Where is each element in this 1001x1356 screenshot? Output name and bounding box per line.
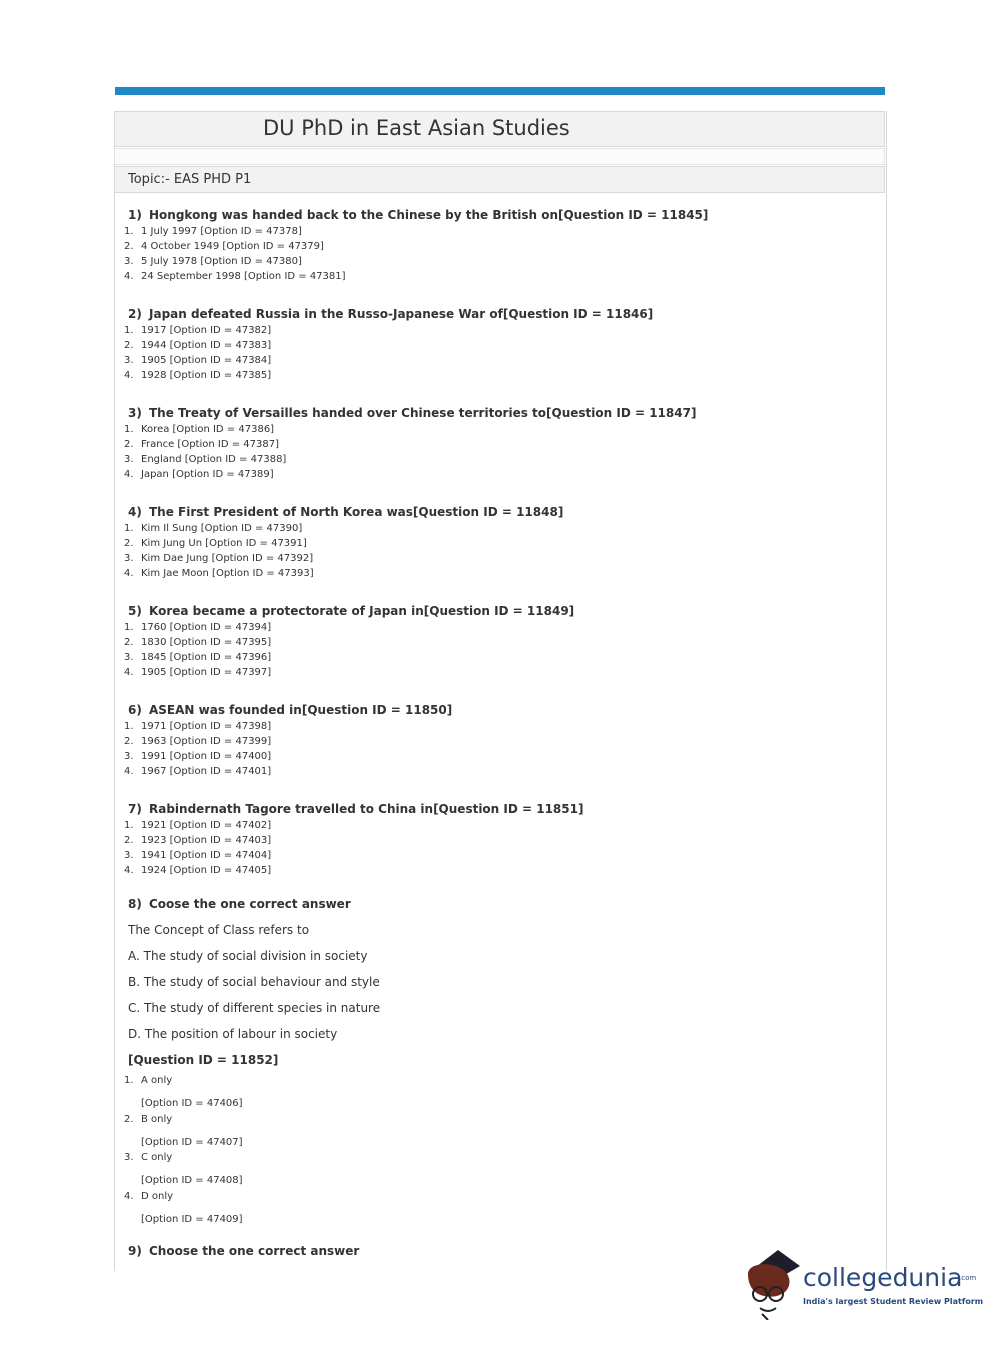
option-item: [124, 635, 864, 650]
option-item: [124, 452, 864, 467]
option-item: [124, 536, 864, 551]
question-heading: [124, 800, 864, 818]
option-number: 2.: [124, 835, 134, 846]
option-item: [124, 1112, 864, 1151]
question-body-line: D. The position of labour in society: [128, 1027, 338, 1041]
option-item: [124, 863, 864, 878]
option-text: 1845 [Option ID = 47396]: [141, 652, 272, 663]
option-number: 3.: [124, 751, 134, 762]
question-number: 7): [128, 802, 142, 816]
option-number: 1.: [124, 721, 134, 732]
option-item: [124, 665, 864, 680]
option-text: Kim Jung Un [Option ID = 47391]: [141, 538, 307, 549]
option-number: 4.: [124, 865, 134, 876]
question-1: [124, 206, 864, 284]
option-text: A only: [141, 1075, 173, 1086]
option-number: 2.: [124, 241, 134, 252]
option-text: 5 July 1978 [Option ID = 47380]: [141, 256, 302, 267]
option-number: 1.: [124, 622, 134, 633]
option-item: [124, 1189, 864, 1228]
question-body-line: [Question ID = 11852]: [128, 1053, 279, 1067]
brand-tagline: India's largest Student Review Platform: [803, 1297, 984, 1306]
question-9: [128, 1244, 359, 1258]
option-text: 1905 [Option ID = 47384]: [141, 355, 272, 366]
option-number: 2.: [124, 538, 134, 549]
question-heading: [124, 503, 864, 521]
option-number: 4.: [124, 568, 134, 579]
option-number: 4.: [124, 766, 134, 777]
option-item: [124, 224, 864, 239]
option-text: Korea [Option ID = 47386]: [141, 424, 275, 435]
option-number: 1.: [124, 226, 134, 237]
option-id: [Option ID = 47407]: [141, 1136, 243, 1148]
question-3: [124, 404, 864, 482]
option-id: [Option ID = 47409]: [141, 1213, 243, 1225]
option-item: [124, 620, 864, 635]
option-text: Kim Il Sung [Option ID = 47390]: [141, 523, 303, 534]
option-item: [124, 848, 864, 863]
question-heading: [124, 305, 864, 323]
question-text: Coose the one correct answer: [149, 897, 351, 911]
option-text: 1917 [Option ID = 47382]: [141, 325, 272, 336]
option-number: 3.: [124, 454, 134, 465]
question-5: [124, 602, 864, 680]
option-item: [124, 269, 864, 284]
option-text: 1923 [Option ID = 47403]: [141, 835, 272, 846]
question-heading: [124, 404, 864, 422]
question-heading: [124, 891, 864, 917]
question-text: Korea became a protectorate of Japan in[Question ID = 11849]: [149, 604, 575, 618]
option-item: [124, 254, 864, 269]
question-number: 3): [128, 406, 142, 420]
option-number: 3.: [124, 1152, 134, 1163]
option-number: 1.: [124, 1075, 134, 1086]
option-item: [124, 239, 864, 254]
top-accent-bar: [115, 87, 885, 95]
option-text: Kim Dae Jung [Option ID = 47392]: [141, 553, 314, 564]
option-number: 3.: [124, 850, 134, 861]
option-item: [124, 764, 864, 779]
option-text: 1924 [Option ID = 47405]: [141, 865, 272, 876]
option-item: [124, 749, 864, 764]
question-body-line: C. The study of different species in nature: [128, 1001, 381, 1015]
option-item: [124, 1073, 864, 1112]
question-4: [124, 503, 864, 581]
option-id: [Option ID = 47406]: [141, 1098, 243, 1109]
title-panel: [114, 111, 885, 147]
question-number: 1): [128, 208, 142, 222]
option-item: [124, 422, 864, 437]
question-heading: [124, 701, 864, 719]
option-number: 3.: [124, 355, 134, 366]
question-text: ASEAN was founded in[Question ID = 11850]: [149, 703, 453, 717]
option-text: 24 September 1998 [Option ID = 47381]: [141, 271, 346, 282]
option-text: 1760 [Option ID = 47394]: [141, 622, 272, 633]
option-number: 3.: [124, 256, 134, 267]
question-number: 5): [128, 604, 142, 618]
question-body-line: The Concept of Class refers to: [128, 923, 310, 937]
option-item: [124, 551, 864, 566]
option-text: 1 July 1997 [Option ID = 47378]: [141, 226, 302, 237]
brand-name: collegedunia: [803, 1263, 963, 1292]
option-item: [124, 353, 864, 368]
question-body-line: B. The study of social behaviour and style: [128, 975, 380, 989]
option-text: 4 October 1949 [Option ID = 47379]: [141, 241, 324, 252]
question-list: [124, 206, 864, 1227]
mascot-icon: [748, 1250, 800, 1320]
option-text: 1921 [Option ID = 47402]: [141, 820, 272, 831]
topic-label: Topic:- EAS PHD P1: [128, 172, 252, 187]
option-number: 4.: [124, 271, 134, 282]
option-text: 1971 [Option ID = 47398]: [141, 721, 272, 732]
option-number: 1.: [124, 820, 134, 831]
option-number: 2.: [124, 439, 134, 450]
question-text: Rabindernath Tagore travelled to China in[Question ID = 11851]: [149, 802, 584, 816]
option-item: [124, 1150, 864, 1189]
question-number: 9): [128, 1244, 142, 1258]
option-text: Kim Jae Moon [Option ID = 47393]: [141, 568, 314, 579]
option-item: [124, 818, 864, 833]
option-text: B only: [141, 1113, 173, 1125]
option-text: C only: [141, 1152, 173, 1163]
question-text: The First President of North Korea was[Question ID = 11848]: [149, 505, 564, 519]
question-heading: [124, 602, 864, 620]
question-body-line: A. The study of social division in society: [128, 949, 368, 963]
option-item: [124, 719, 864, 734]
question-2: [124, 305, 864, 383]
page-title: DU PhD in East Asian Studies: [263, 116, 570, 140]
option-text: 1967 [Option ID = 47401]: [141, 766, 272, 777]
question-number: 6): [128, 703, 142, 717]
option-number: 4.: [124, 469, 134, 480]
option-text: 1905 [Option ID = 47397]: [141, 667, 272, 678]
question-number: 4): [128, 505, 142, 519]
question-text: The Treaty of Versailles handed over Chinese territories to[Question ID = 11847]: [149, 406, 697, 420]
option-number: 2.: [124, 1113, 134, 1125]
question-text: Hongkong was handed back to the Chinese by the British on[Question ID = 11845]: [149, 208, 709, 222]
option-text: 1830 [Option ID = 47395]: [141, 637, 272, 648]
option-item: [124, 437, 864, 452]
option-text: 1941 [Option ID = 47404]: [141, 850, 272, 861]
option-number: 2.: [124, 340, 134, 351]
question-6: [124, 701, 864, 779]
option-text: 1991 [Option ID = 47400]: [141, 751, 272, 762]
option-text: Japan [Option ID = 47389]: [141, 469, 274, 480]
option-item: [124, 323, 864, 338]
option-number: 3.: [124, 553, 134, 564]
option-number: 1.: [124, 523, 134, 534]
brand-suffix: .com: [959, 1274, 977, 1282]
option-number: 1.: [124, 325, 134, 336]
question-text: Japan defeated Russia in the Russo-Japanese War of[Question ID = 11846]: [149, 307, 654, 321]
option-number: 1.: [124, 424, 134, 435]
option-number: 4.: [124, 1190, 134, 1202]
option-item: [124, 467, 864, 482]
topic-panel: [114, 166, 885, 193]
option-number: 2.: [124, 637, 134, 648]
spacer-panel: [114, 148, 885, 165]
option-item: [124, 338, 864, 353]
option-text: 1928 [Option ID = 47385]: [141, 370, 272, 381]
option-text: 1944 [Option ID = 47383]: [141, 340, 272, 351]
option-text: England [Option ID = 47388]: [141, 454, 287, 465]
option-number: 4.: [124, 370, 134, 381]
option-item: [124, 833, 864, 848]
option-item: [124, 734, 864, 749]
option-item: [124, 650, 864, 665]
option-number: 4.: [124, 667, 134, 678]
question-heading: [124, 206, 864, 224]
option-item: [124, 368, 864, 383]
question-8: [124, 891, 864, 1227]
question-number: 8): [128, 897, 142, 911]
option-text: D only: [141, 1190, 174, 1202]
question-number: 2): [128, 307, 142, 321]
option-text: 1963 [Option ID = 47399]: [141, 736, 272, 747]
option-item: [124, 566, 864, 581]
question-text: Choose the one correct answer: [149, 1244, 360, 1258]
option-number: 2.: [124, 736, 134, 747]
option-text: France [Option ID = 47387]: [141, 439, 279, 450]
option-number: 3.: [124, 652, 134, 663]
question-7: [124, 800, 864, 878]
option-item: [124, 521, 864, 536]
option-id: [Option ID = 47408]: [141, 1175, 243, 1186]
